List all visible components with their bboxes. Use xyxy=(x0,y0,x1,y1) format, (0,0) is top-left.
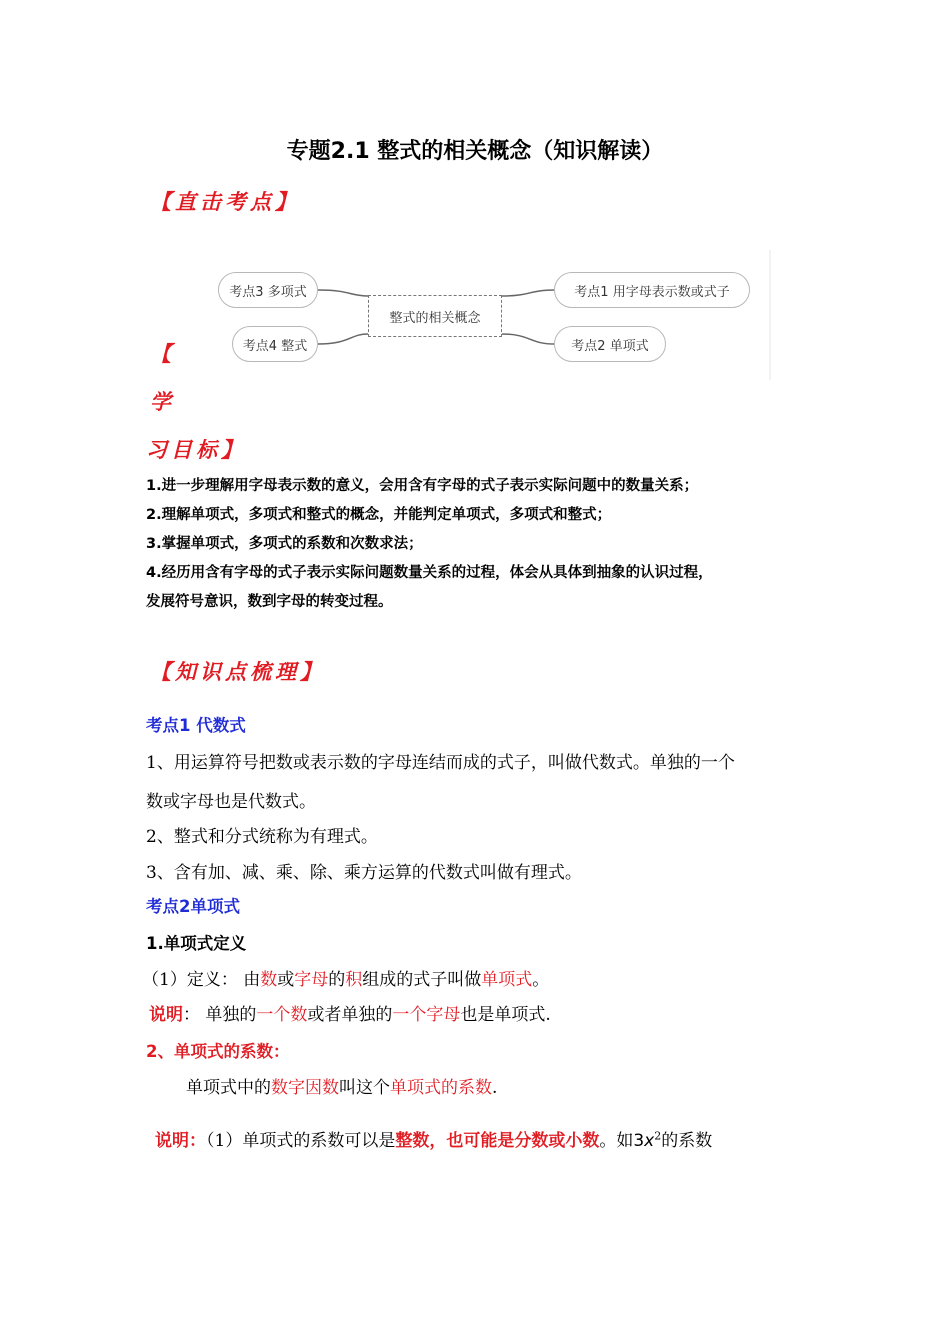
goal-item-4-cont: 发展符号意识，数到字母的转变过程。 xyxy=(146,594,393,610)
note1-text: ： 单独的 xyxy=(183,1005,257,1025)
note1-label: 说明 xyxy=(149,1005,183,1025)
section-heading-goals-part3: 习目标】 xyxy=(146,437,246,462)
coef-term: 单项式的系数 xyxy=(390,1078,492,1098)
mind-map-node-4: 考点4 整式 xyxy=(232,326,318,362)
mind-map-node-1: 考点1 用字母表示数或式子 xyxy=(554,272,750,308)
def-end: 。 xyxy=(532,970,550,990)
coef-numeric-factor: 数字因数 xyxy=(271,1078,339,1098)
goal-item-2: 2.理解单项式，多项式和整式的概念，并能判定单项式，多项式和整式； xyxy=(146,507,612,523)
coef-called: 叫这个 xyxy=(339,1078,390,1098)
kp2-heading: 考点2单项式 xyxy=(146,897,240,916)
note2-text: （1）单项式的系数可以是 xyxy=(206,1131,396,1151)
mind-map-node-3: 考点3 多项式 xyxy=(218,272,318,308)
kp2-coefficient-def xyxy=(186,1073,497,1098)
def-number: 数 xyxy=(260,970,278,990)
math-coefficient: 3 xyxy=(633,1131,645,1151)
note2-example: 。如 xyxy=(599,1131,634,1151)
def-monomial: 单项式 xyxy=(481,970,533,990)
def-or: 或 xyxy=(277,970,295,990)
kp1-para1-line1: 1、用运算符号把数或表示数的字母连结而成的式子，叫做代数式。单独的一个 xyxy=(146,753,735,773)
goal-item-1: 1.进一步理解用字母表示数的意义，会用含有字母的式子表示实际问题中的数量关系； xyxy=(146,478,699,494)
mind-map-node-2: 考点2 单项式 xyxy=(554,326,666,362)
coef-end: . xyxy=(492,1078,498,1098)
kp2-note2 xyxy=(155,1126,712,1151)
section-heading-goals-part1: 【 xyxy=(150,341,175,366)
note1-end: 也是单项式. xyxy=(460,1005,551,1025)
coef-text: 单项式中的 xyxy=(186,1078,271,1098)
note2-emphasis: 整数，也可能是分数或小数 xyxy=(395,1131,600,1151)
section-heading-direct: 【直击考点】 xyxy=(150,189,300,214)
goal-item-3: 3.掌握单项式，多项式的系数和次数求法； xyxy=(146,536,423,552)
note1-or: 或者单独的 xyxy=(307,1005,393,1025)
def-letter: 字母 xyxy=(294,970,329,990)
math-exponent: 2 xyxy=(654,1129,662,1143)
kp1-heading: 考点1 代数式 xyxy=(146,716,246,735)
kp2-subheading-definition: 1.单项式定义 xyxy=(146,934,247,953)
note2-label: 说明： xyxy=(155,1131,206,1151)
note2-end: 的系数 xyxy=(661,1131,713,1151)
page-title: 专题2.1 整式的相关概念（知识解读） xyxy=(286,139,664,164)
kp1-para1-line2: 数或字母也是代数式。 xyxy=(146,792,316,812)
kp2-definition xyxy=(142,965,549,990)
note1-one-number: 一个数 xyxy=(256,1005,308,1025)
goal-item-4: 4.经历用含有字母的式子表示实际问题数量关系的过程，体会从具体到抽象的认识过程， xyxy=(146,565,713,581)
section-heading-goals-part2: 学 xyxy=(150,389,175,414)
kp2-subheading-coefficient: 2、单项式的系数： xyxy=(146,1042,290,1061)
def-product: 积 xyxy=(345,970,363,990)
def-of: 的 xyxy=(328,970,346,990)
def-called: 组成的式子叫做 xyxy=(362,970,482,990)
note1-one-letter: 一个字母 xyxy=(392,1005,461,1025)
section-heading-knowledge: 【知识点梳理】 xyxy=(150,659,325,684)
kp1-para3: 3、含有加、减、乘、除、乘方运算的代数式叫做有理式。 xyxy=(146,863,582,883)
math-variable: x xyxy=(644,1131,655,1151)
kp2-note1 xyxy=(149,1000,551,1025)
mind-map-center: 整式的相关概念 xyxy=(368,295,502,337)
mind-map xyxy=(210,250,772,380)
kp1-para2: 2、整式和分式统称为有理式。 xyxy=(146,827,378,847)
def-text: （1）定义： 由 xyxy=(142,970,261,990)
